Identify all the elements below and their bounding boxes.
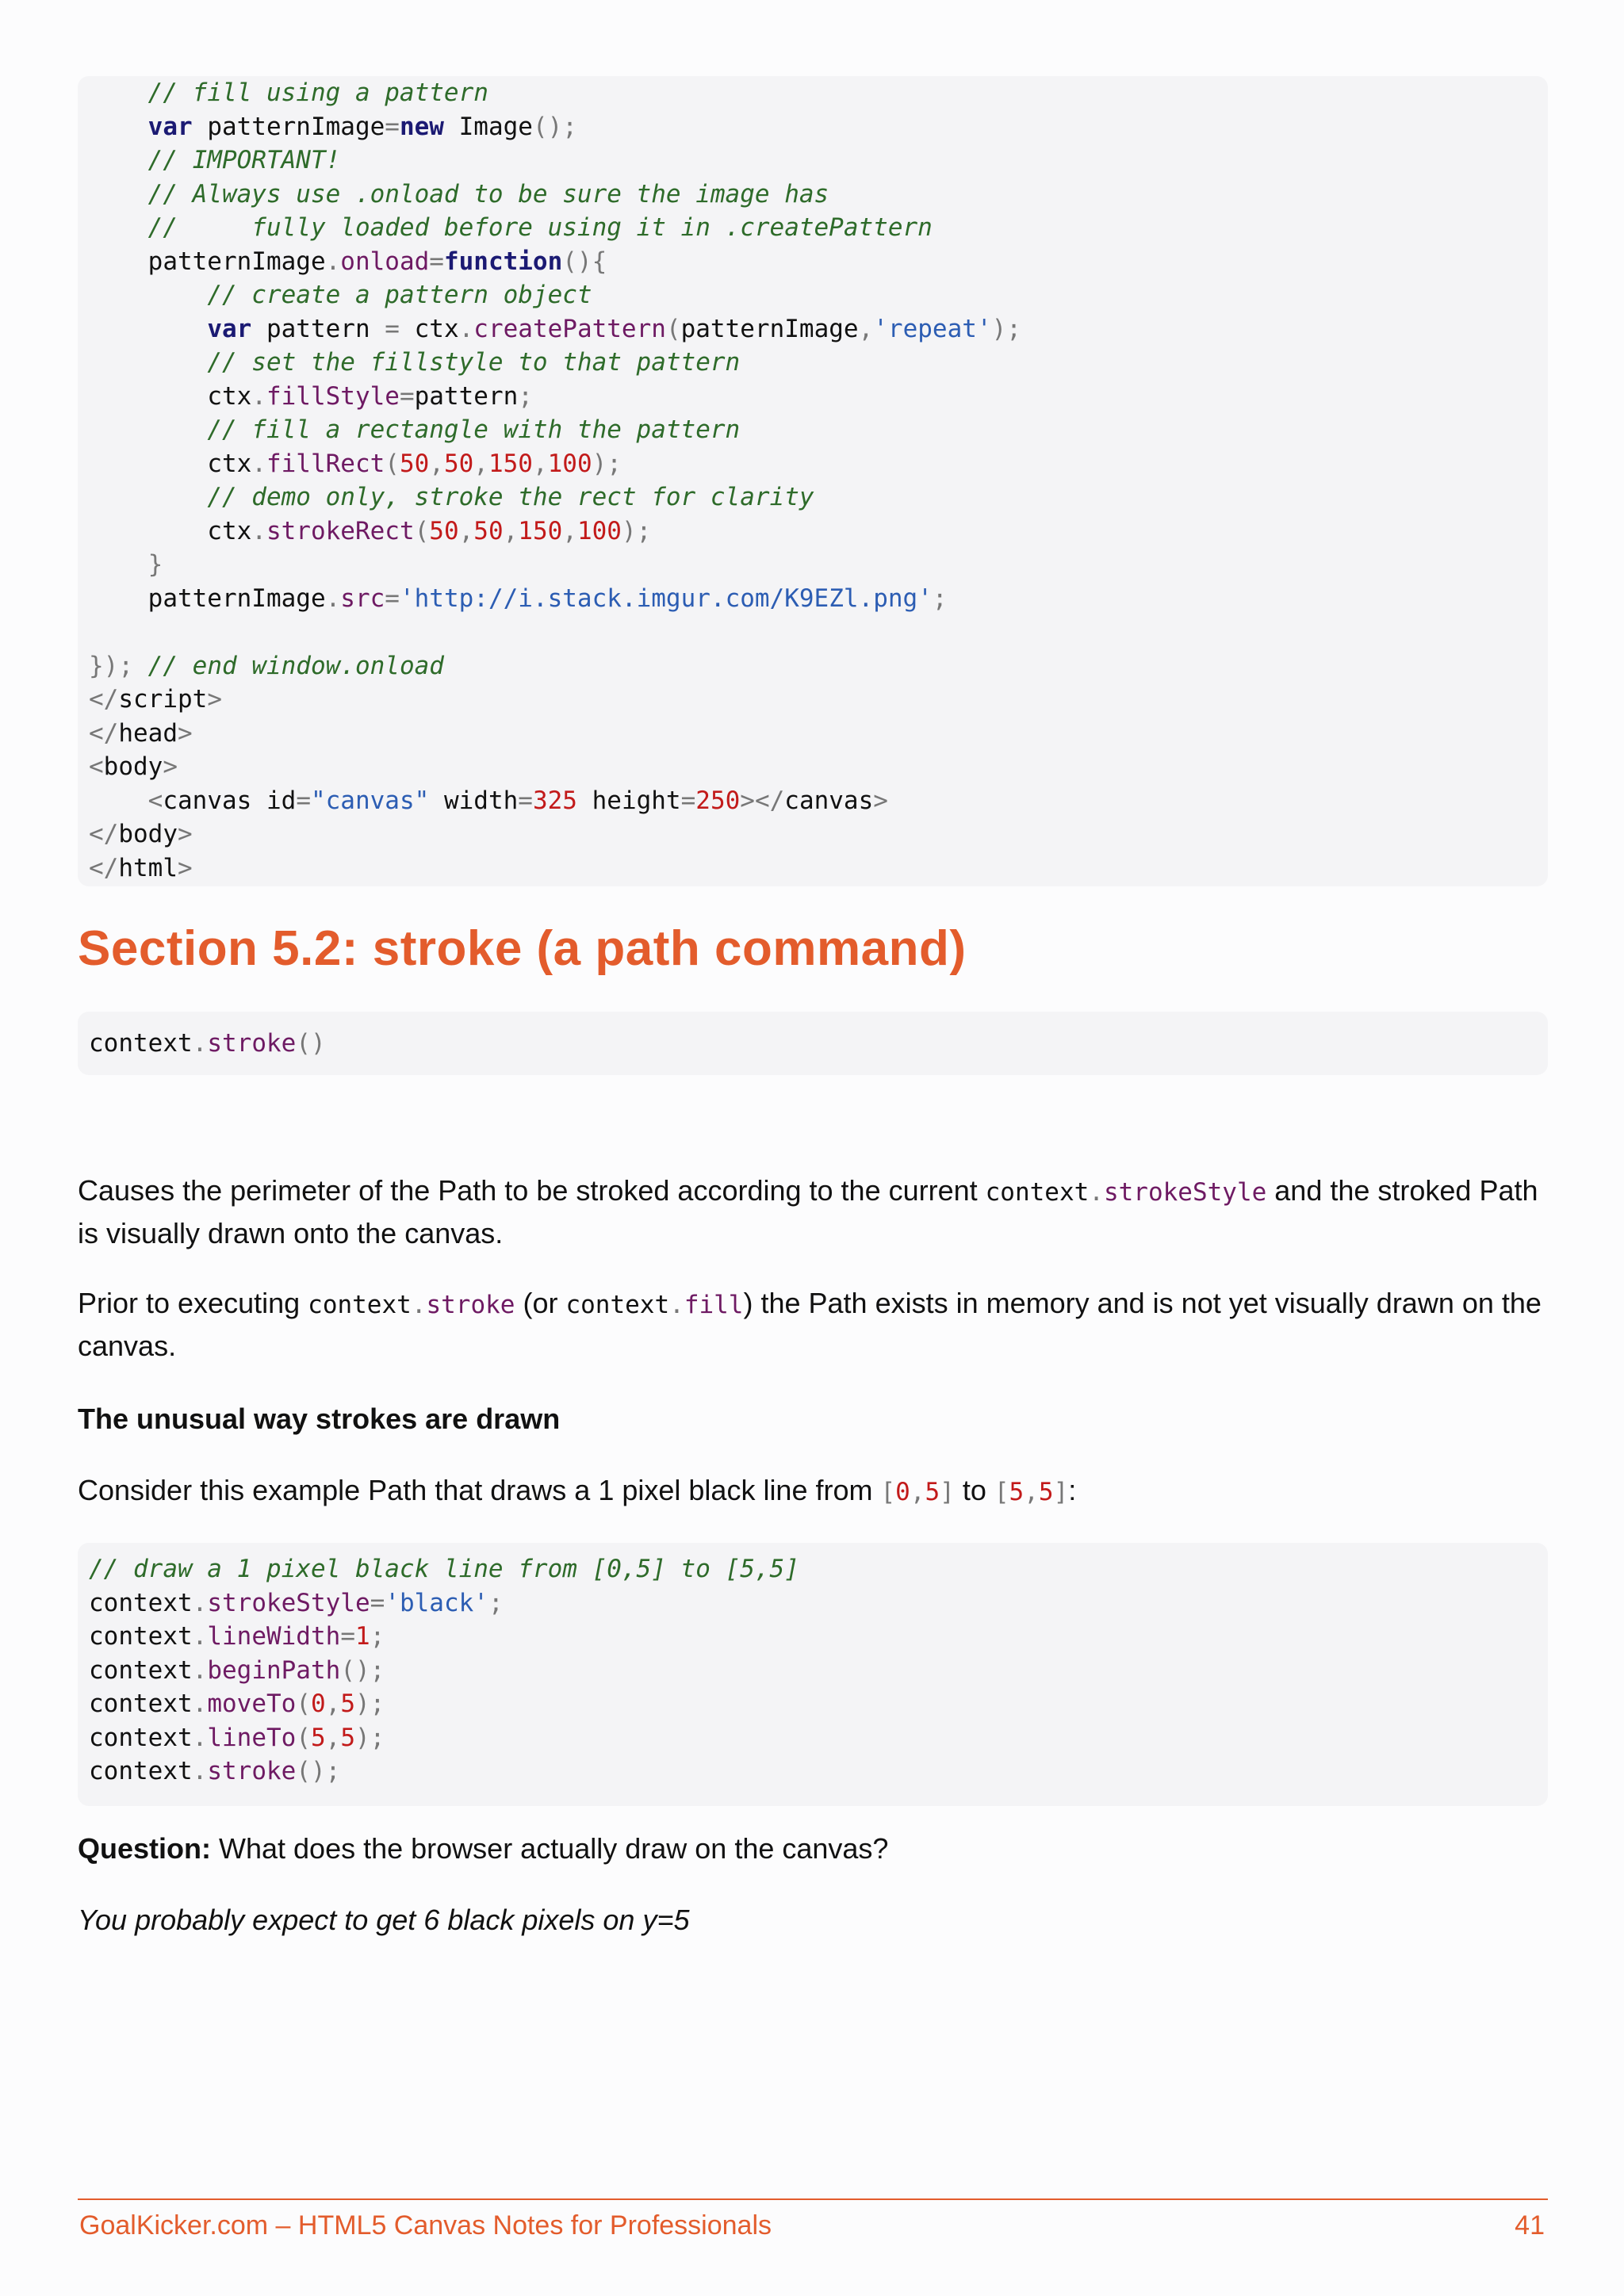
code-token: (); [296,1757,341,1785]
code-token: > [177,820,193,848]
paragraph-stroke-description: Causes the perimeter of the Path to be stroked according to the current context.strokeStyle and the stroked Path is visually drawn onto the canvas. [78,1174,1538,1249]
code-block-stroke-signature [78,1012,1548,1075]
code-line [89,515,1537,549]
code-token: 325 [532,786,577,815]
code-line [89,144,1537,178]
code-token: ); [355,1723,385,1752]
code-token: = [385,314,400,343]
paragraph-example-line: Consider this example Path that draws a 1 pixel black line from [0,5] to [5,5]: [78,1474,1077,1506]
code-line [89,683,1537,717]
code-token: , [429,449,444,478]
code-token: // fill using a pattern [147,78,488,107]
code-token: patternImage [147,247,326,276]
code-line [89,413,1537,447]
code-token [89,247,148,276]
code-token: // create a pattern object [207,281,592,309]
code-token: 5 [310,1723,326,1752]
code-token: patternImage [192,112,385,141]
code-token [89,517,207,545]
code-token: height [576,786,681,815]
code-token: </ [89,820,119,848]
code-line [89,278,1537,312]
code-token: ; [518,381,533,411]
code-token: ( [296,1723,311,1752]
code-token: 100 [576,516,622,545]
code-token: beginPath [207,1655,341,1685]
code-token: ( [385,449,400,478]
code-token: ( [414,516,430,545]
code-block-line-example [78,1543,1548,1806]
code-token: // fill a rectangle with the pattern [207,415,741,444]
code-token [89,281,207,309]
code-token: canvas [784,786,874,815]
code-token: </ [89,853,119,882]
code-token: . [192,1757,208,1785]
code-token: // set the fillstyle to that pattern [207,348,741,377]
code-token: = [399,381,415,411]
code-line [89,750,1537,784]
code-token: // Always use .onload to be sure the image has [147,179,829,209]
code-token: ctx [207,381,252,411]
code-token: strokeStyle [207,1588,370,1617]
code-token: pattern [414,381,519,411]
footer-page-number: 41 [1515,2210,1545,2241]
code-line [89,1687,1537,1721]
footer-divider [78,2198,1548,2200]
code-token: context [89,1655,193,1685]
code-line [89,245,1537,279]
code-token: patternImage [680,314,859,343]
code-token: ; [932,584,948,613]
code-token: . [251,516,266,545]
code-token [133,652,148,680]
code-line [89,582,1537,616]
code-token: ></ [740,786,785,815]
code-token: (); [532,112,577,141]
code-token: . [325,584,341,613]
code-line [89,1552,1537,1586]
code-token: patternImage [147,584,326,613]
code-token: . [192,1655,208,1685]
code-token: ; [488,1588,504,1617]
code-token: 0 [310,1689,326,1718]
code-token: , [858,314,874,343]
code-token: // demo only, stroke the rect for clarity [207,483,814,511]
code-token: 50 [399,449,430,478]
code-token: = [340,1622,355,1651]
code-token: > [177,853,193,882]
code-token: context [89,1622,193,1651]
code-line [89,380,1537,414]
code-token: . [192,1689,208,1718]
code-line [89,784,1537,818]
code-token: = [680,786,696,815]
code-token: // fully loaded before using it in .createPattern [147,213,933,242]
code-token: Image [443,112,533,141]
code-token: 150 [518,516,563,545]
code-token: , [325,1689,341,1718]
code-token: ctx [207,449,252,478]
code-token: > [873,786,888,815]
code-token [89,450,207,478]
code-line [89,548,1537,582]
code-token: stroke [207,1757,297,1785]
code-token: () [296,1029,326,1058]
code-token: } [147,550,163,579]
code-token [89,584,148,613]
code-line [89,1721,1537,1755]
code-token: width [429,786,519,815]
code-token: var [207,314,252,343]
code-token: script [118,685,208,714]
code-token: 50 [443,449,474,478]
code-token: 'repeat' [873,314,992,343]
code-token: stroke [207,1029,297,1058]
code-token: head [118,718,178,748]
code-token [89,786,148,815]
code-token: . [192,1723,208,1752]
code-token: , [458,516,474,545]
code-token: "canvas" [310,786,430,815]
code-token: . [458,314,474,343]
code-token: = [385,112,400,141]
code-token: 'http://i.stack.imgur.com/K9EZl.png' [399,584,933,613]
section-heading: Section 5.2: stroke (a path command) [78,921,967,976]
code-token: src [340,584,385,613]
code-token: , [532,449,548,478]
code-token: 1 [354,1622,370,1651]
code-line [89,178,1537,212]
code-token: ; [370,1622,385,1651]
code-token [89,550,148,579]
code-token: body [103,752,163,781]
paragraph-path-in-memory: Prior to executing context.stroke (or context.fill) the Path exists in memory and is not yet visually drawn on the canvas. [78,1287,1542,1362]
code-token: fillRect [266,449,385,478]
code-line [89,76,1537,110]
code-token: (){ [562,247,607,276]
code-token: context [89,1689,193,1718]
code-token: . [192,1622,208,1651]
italic-expectation-note: You probably expect to get 6 black pixels on y=5 [78,1904,690,1936]
code-token: = [296,786,311,815]
code-token: . [192,1588,208,1617]
code-token [89,213,148,242]
code-line [89,851,1537,886]
code-token: new [399,112,444,141]
code-token: , [562,516,577,545]
code-token: < [89,752,104,781]
code-token: ( [665,314,681,343]
code-token: 50 [473,516,504,545]
code-token: . [325,247,341,276]
code-token: ); [991,314,1021,343]
code-token: html [118,853,178,882]
code-token: ); [621,516,652,545]
code-token: , [503,516,519,545]
code-token: 100 [547,449,592,478]
subheading-unusual-strokes: The unusual way strokes are drawn [78,1402,561,1435]
code-token: lineTo [207,1723,297,1752]
code-token [89,483,207,511]
code-token: ( [296,1689,311,1718]
code-token: var [147,112,193,141]
code-line [89,817,1537,851]
code-token: > [163,752,178,781]
code-token: lineWidth [207,1622,341,1651]
code-token [89,382,207,411]
code-token: = [385,584,400,613]
code-token: context [89,1757,193,1785]
code-token: . [192,1029,208,1058]
code-token: < [147,786,163,815]
code-token: }); [89,651,133,680]
code-line [89,312,1537,346]
code-token: 150 [488,449,533,478]
code-line [89,1012,1537,1075]
code-token [89,113,148,141]
code-token: body [118,820,178,848]
code-token: 250 [695,786,741,815]
code-token: pattern [251,314,385,343]
code-token [89,348,207,377]
code-token: context [89,1588,193,1617]
code-line [89,649,1537,683]
code-token: </ [89,685,119,714]
question-paragraph: Question: What does the browser actually draw on the canvas? [78,1832,889,1865]
code-token: = [518,786,533,815]
code-token: ctx [207,516,252,545]
code-token [89,415,207,444]
code-line [89,1620,1537,1654]
code-token: = [429,247,444,276]
code-line [89,1755,1537,1789]
code-token: . [251,449,266,478]
code-line [89,1654,1537,1688]
code-token: 5 [340,1723,355,1752]
code-token [89,180,148,209]
code-token: , [473,449,488,478]
code-block-pattern-example [78,76,1548,886]
code-token [89,146,148,174]
code-token: ctx [399,314,459,343]
code-token: strokeRect [266,516,415,545]
code-token [89,78,148,107]
code-token: 50 [429,516,459,545]
code-token: > [177,718,193,748]
code-token: (); [340,1655,385,1685]
code-token: fillStyle [266,381,400,411]
code-token: </ [89,718,119,748]
code-token: ); [355,1689,385,1718]
code-token: . [251,381,266,411]
code-token: = [370,1588,385,1617]
code-token: createPattern [473,314,666,343]
code-token: moveTo [207,1689,297,1718]
code-line [89,717,1537,751]
code-line [89,211,1537,245]
code-token: > [207,685,222,714]
code-line [89,110,1537,144]
code-token [89,315,207,343]
code-line [89,346,1537,380]
code-token: canvas id [163,786,297,815]
code-token: context [89,1029,193,1058]
code-token: ); [592,449,622,478]
code-token: // draw a 1 pixel black line from [0,5] to [5,5] [89,1555,799,1583]
code-line [89,1586,1537,1621]
code-token: context [89,1723,193,1752]
code-token: 'black' [385,1588,488,1617]
code-token: onload [340,247,430,276]
code-token: , [325,1723,341,1752]
code-token: // IMPORTANT! [147,146,341,174]
code-line [89,615,1537,649]
code-token: // end window.onload [147,651,444,680]
code-line [89,480,1537,515]
code-line [89,447,1537,481]
footer-site-title: GoalKicker.com – HTML5 Canvas Notes for Professionals [79,2210,772,2241]
code-token: function [443,247,563,276]
code-token: 5 [340,1689,355,1718]
